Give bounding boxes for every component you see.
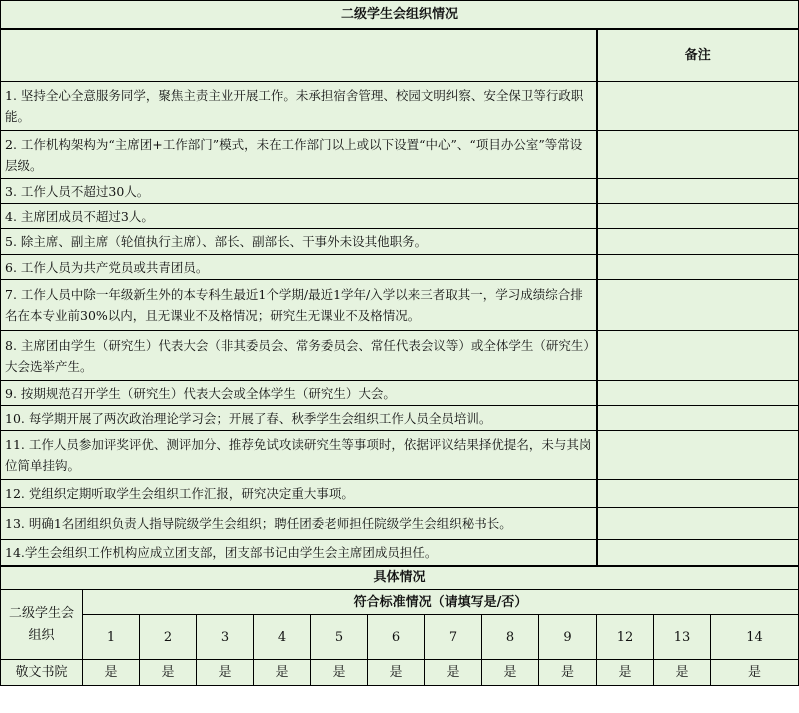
criteria-number-cell: 5 xyxy=(311,615,368,660)
remarks-cell[interactable] xyxy=(597,280,799,331)
criteria-blank-header xyxy=(1,29,597,82)
criteria-item: 4. 主席团成员不超过3人。 xyxy=(1,204,597,229)
criteria-number-cell: 12 xyxy=(597,615,654,660)
compliance-value-cell[interactable]: 是 xyxy=(425,660,482,686)
detail-header: 具体情况 xyxy=(1,566,799,590)
criteria-item: 5. 除主席、副主席（轮值执行主席）、部长、副部长、干事外未设其他职务。 xyxy=(1,229,597,255)
remarks-cell[interactable] xyxy=(597,255,799,280)
criteria-item: 10. 每学期开展了两次政治理论学习会；开展了春、秋季学生会组织工作人员全员培训。 xyxy=(1,406,597,431)
remarks-cell[interactable] xyxy=(597,406,799,431)
compliance-value-cell[interactable]: 是 xyxy=(654,660,711,686)
criteria-item: 9. 按期规范召开学生（研究生）代表大会或全体学生（研究生）大会。 xyxy=(1,381,597,406)
compliance-value-cell[interactable]: 是 xyxy=(311,660,368,686)
criteria-number-cell: 4 xyxy=(254,615,311,660)
criteria-item: 1. 坚持全心全意服务同学，聚焦主责主业开展工作。未承担宿舍管理、校园文明纠察、安全保卫等行政职能。 xyxy=(1,82,597,131)
compliance-value-cell[interactable]: 是 xyxy=(482,660,539,686)
criteria-number-cell: 1 xyxy=(83,615,140,660)
org-rows xyxy=(1,660,799,686)
criteria-item: 2. 工作机构架构为“主席团+工作部门”模式，未在工作部门以上或以下设置“中心”、“项目办公室”等常设层级。 xyxy=(1,131,597,179)
remarks-cell[interactable] xyxy=(597,381,799,406)
remarks-cell[interactable] xyxy=(597,179,799,204)
criteria-item: 8. 主席团由学生（研究生）代表大会（非其委员会、常务委员会、常任代表会议等）或全体学生（研究生）大会选举产生。 xyxy=(1,331,597,381)
remarks-header: 备注 xyxy=(597,29,799,82)
table-title: 二级学生会组织情况 xyxy=(1,1,799,29)
criteria-number-cell: 3 xyxy=(197,615,254,660)
criteria-number-cell: 13 xyxy=(654,615,711,660)
criteria-compliance-header: 符合标准情况（请填写是/否） xyxy=(83,590,799,615)
criteria-number-cell: 6 xyxy=(368,615,425,660)
compliance-value-cell[interactable]: 是 xyxy=(711,660,799,686)
compliance-value-cell[interactable]: 是 xyxy=(83,660,140,686)
remarks-cell[interactable] xyxy=(597,229,799,255)
remarks-cell[interactable] xyxy=(597,82,799,131)
criteria-item: 13. 明确1名团组织负责人指导院级学生会组织；聘任团委老师担任院级学生会组织秘书长。 xyxy=(1,508,597,540)
compliance-value-cell[interactable]: 是 xyxy=(539,660,597,686)
criteria-item: 7. 工作人员中除一年级新生外的本专科生最近1个学期/最近1学年/入学以来三者取其一，学习成绩综合排名在本专业前30%以内，且无课业不及格情况；研究生无课业不及格情况。 xyxy=(1,280,597,331)
criteria-item: 14.学生会组织工作机构应成立团支部，团支部书记由学生会主席团成员担任。 xyxy=(1,540,597,566)
compliance-value-cell[interactable]: 是 xyxy=(368,660,425,686)
criteria-number-row xyxy=(1,615,799,660)
criteria-number-cell: 7 xyxy=(425,615,482,660)
criteria-number-cell: 2 xyxy=(140,615,197,660)
criteria-number-cell: 14 xyxy=(711,615,799,660)
criteria-item: 11. 工作人员参加评奖评优、测评加分、推荐免试攻读研究生等事项时，依据评议结果择优提名，未与其岗位简单挂钩。 xyxy=(1,431,597,480)
remarks-cell[interactable] xyxy=(597,508,799,540)
compliance-value-cell[interactable]: 是 xyxy=(254,660,311,686)
remarks-cell[interactable] xyxy=(597,480,799,508)
criteria-item: 6. 工作人员为共产党员或共青团员。 xyxy=(1,255,597,280)
criteria-item: 12. 党组织定期听取学生会组织工作汇报，研究决定重大事项。 xyxy=(1,480,597,508)
table-row xyxy=(1,660,799,686)
remarks-cell[interactable] xyxy=(597,204,799,229)
compliance-value-cell[interactable]: 是 xyxy=(140,660,197,686)
remarks-cell[interactable] xyxy=(597,540,799,566)
remarks-cell[interactable] xyxy=(597,431,799,480)
org-name-cell: 敬文书院 xyxy=(1,660,83,686)
org-column-header: 二级学生会组织 xyxy=(1,590,83,660)
compliance-value-cell[interactable]: 是 xyxy=(597,660,654,686)
criteria-number-cell: 8 xyxy=(482,615,539,660)
remarks-cell[interactable] xyxy=(597,131,799,179)
compliance-value-cell[interactable]: 是 xyxy=(197,660,254,686)
remarks-cell[interactable] xyxy=(597,331,799,381)
criteria-number-cell: 9 xyxy=(539,615,597,660)
criteria-item: 3. 工作人员不超过30人。 xyxy=(1,179,597,204)
